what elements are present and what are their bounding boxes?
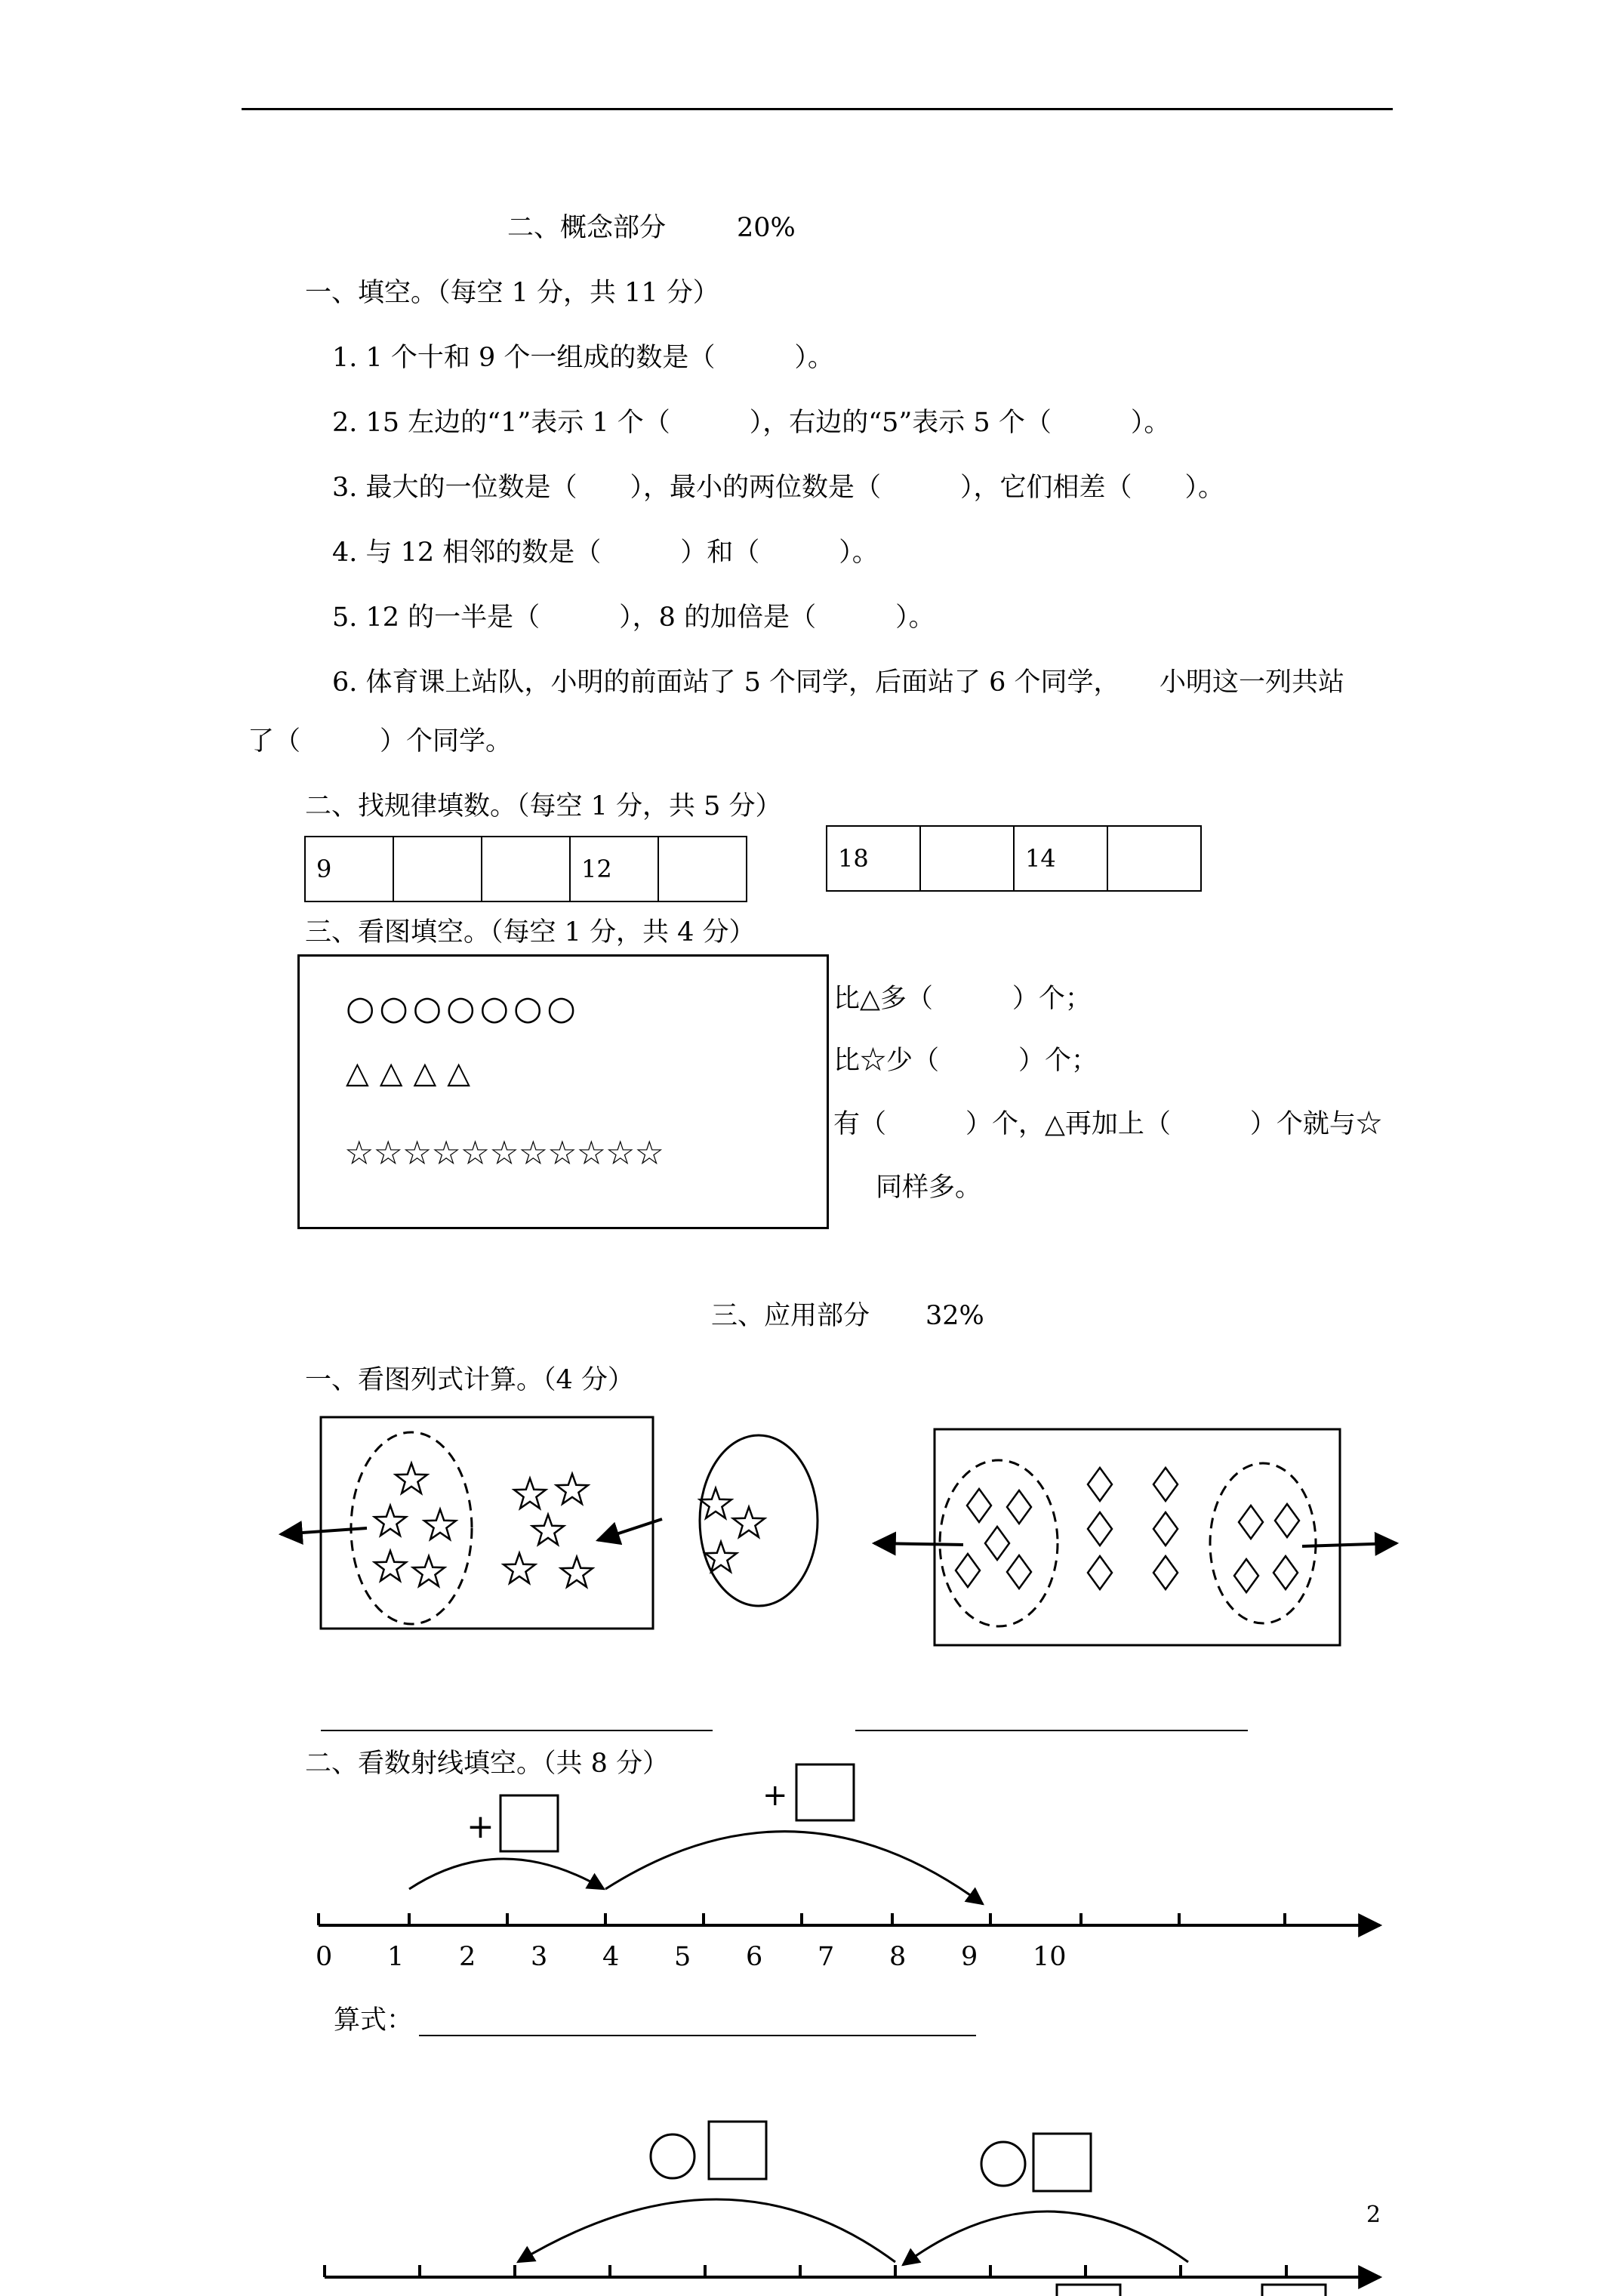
plus-sign-2: + [762,1778,788,1813]
q1-item-6: 6. 体育课上站队，小明的前面站了 5 个同学，后面站了 6 个同学， 小明这一列共站 [332,667,1345,698]
number-label: 9 [961,1942,978,1972]
number-label: 2 [459,1942,476,1972]
number-label: 10 [1033,1942,1067,1972]
s3-q2-title: 二、看数射线填空。（共 8 分） [305,1749,670,1779]
number-label: 8 [889,1942,907,1972]
seq2-cell: 18 [827,826,920,891]
section3-title: 三、应用部分 [711,1301,870,1331]
q1-item-3: 3. 最大的一位数是（ ），最小的两位数是（ ），它们相差（ ）。 [332,473,1225,503]
seq1-cell: 9 [305,837,393,901]
page-number: 2 [1366,2202,1381,2228]
q3-line-3: 有（ ）个，△再加上（ ）个就与☆ [833,1109,1382,1139]
number-label: 3 [531,1942,548,1972]
plus-sign-1: + [467,1808,494,1846]
circles-row: ○○○○○○○ [346,989,581,1028]
q1-item-6-continued: 了（ ）个同学。 [248,726,513,757]
number-label: 0 [316,1942,333,1972]
number-label: 4 [602,1942,620,1972]
q3-line-4: 同样多。 [876,1173,982,1203]
number-label: 1 [387,1942,405,1972]
section2-title: 二、概念部分 [507,213,667,243]
q2-title: 二、找规律填数。（每空 1 分，共 5 分） [305,791,782,821]
number-label: 5 [674,1942,691,1972]
section3-percent: 32% [925,1301,984,1331]
triangles-row: △△△△ [346,1056,482,1090]
stars-row: ☆☆☆☆☆☆☆☆☆☆☆ [344,1134,664,1173]
q3-line-1: 比△多（ ）个； [833,984,1092,1014]
number-label: 7 [818,1942,835,1972]
seq2-cell: 14 [1014,826,1107,891]
q1-title: 一、填空。（每空 1 分，共 11 分） [305,278,719,308]
q3-title: 三、看图填空。（每空 1 分，共 4 分） [305,917,756,948]
s3-q1-title: 一、看图列式计算。（4 分） [305,1365,634,1395]
q1-item-2: 2. 15 左边的“1”表示 1 个（ ），右边的“5”表示 5 个（ ）。 [332,408,1171,438]
q1-item-5: 5. 12 的一半是（ ），8 的加倍是（ ）。 [332,603,935,633]
formula-label: 算式： [334,2005,414,2036]
number-label: 6 [746,1942,763,1972]
q1-item-1: 1. 1 个十和 9 个一组成的数是（ ）。 [332,343,834,373]
q1-item-4: 4. 与 12 相邻的数是（ ）和（ ）。 [332,538,879,568]
section2-percent: 20% [737,213,796,243]
q3-line-2: 比☆少（ ）个； [833,1046,1098,1076]
seq1-cell: 12 [570,837,658,901]
